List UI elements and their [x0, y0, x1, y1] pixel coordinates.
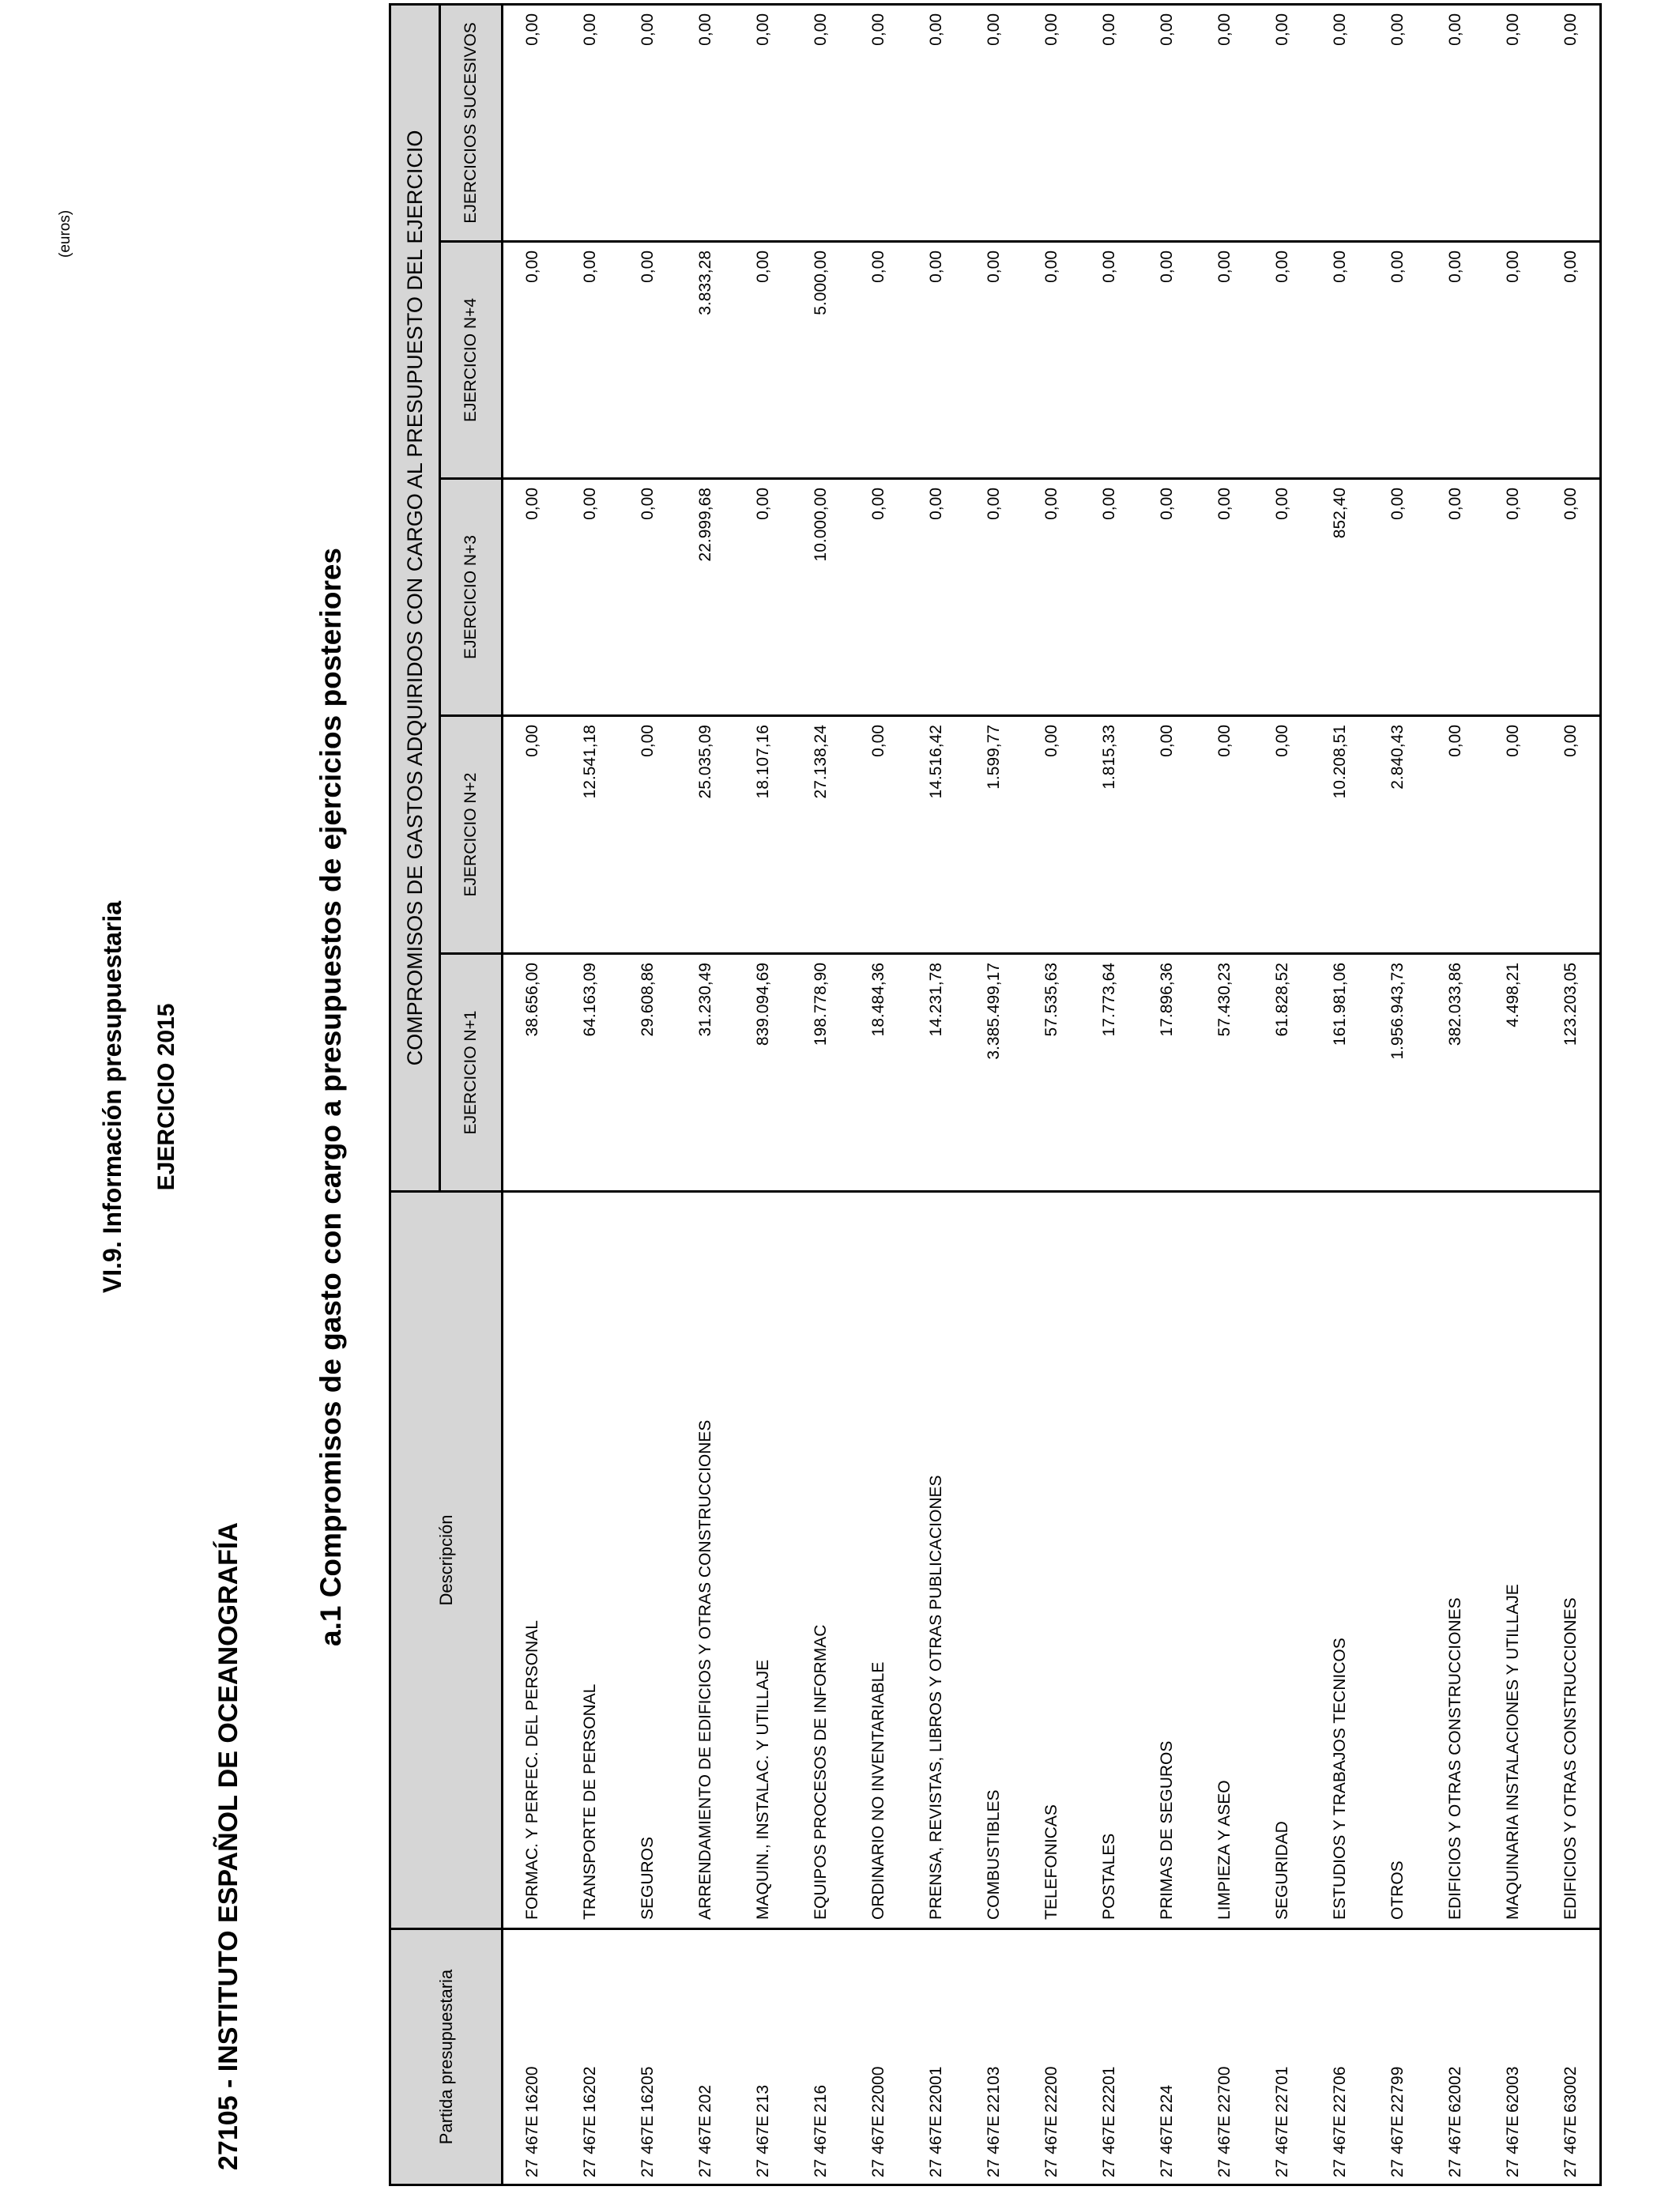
- ejercicio-n3-cell: 22.999,68: [676, 479, 734, 716]
- ejercicio-n3-cell: 0,00: [1253, 479, 1311, 716]
- ejercicio-n2-cell: 1.599,77: [965, 716, 1023, 954]
- header-ejercicio-n2: EJERCICIO N+2: [440, 716, 503, 954]
- partida-cell: [561, 1929, 619, 2185]
- concept-code: 22706: [1330, 2066, 1349, 2113]
- header-ejercicio-n3: EJERCICIO N+3: [440, 479, 503, 716]
- table-row: [1369, 4, 1426, 2185]
- ejercicio-n3-cell: 0,00: [965, 479, 1023, 716]
- program-code: 27 467E: [984, 2115, 1003, 2177]
- ejercicios-sucesivos-cell: 0,00: [1023, 4, 1080, 241]
- concept-code: 62003: [1503, 2066, 1522, 2113]
- program-code: 27 467E: [811, 2115, 830, 2177]
- header-partida: Partida presupuestaria: [390, 1929, 503, 2185]
- table-row: [1484, 4, 1542, 2185]
- ejercicio-n2-cell: 0,00: [1484, 716, 1542, 954]
- ejercicio-n2-cell: 27.138,24: [792, 716, 849, 954]
- program-code: 27 467E: [753, 2115, 772, 2177]
- ejercicio-n4-cell: 0,00: [734, 242, 792, 479]
- ejercicio-n2-cell: 12.541,18: [561, 716, 619, 954]
- ejercicios-sucesivos-cell: 0,00: [1426, 4, 1484, 241]
- ejercicio-n2-cell: 0,00: [503, 716, 562, 954]
- description-cell: FORMAC. Y PERFEC. DEL PERSONAL: [503, 1192, 562, 1929]
- ejercicio-n1-cell: 17.773,64: [1080, 954, 1138, 1192]
- ejercicio-n1-cell: 64.163,09: [561, 954, 619, 1192]
- concept-code: 224: [1157, 2084, 1176, 2113]
- concept-code: 22700: [1215, 2066, 1234, 2113]
- partida-cell: [1311, 1929, 1369, 2185]
- ejercicio-n3-cell: 0,00: [1369, 479, 1426, 716]
- ejercicio-n2-cell: 25.035,09: [676, 716, 734, 954]
- ejercicio-n4-cell: 0,00: [1023, 242, 1080, 479]
- ejercicio-n2-cell: 2.840,43: [1369, 716, 1426, 954]
- concept-code: 16202: [580, 2066, 599, 2113]
- table-row: [503, 4, 562, 2185]
- ejercicio-n4-cell: 0,00: [1426, 242, 1484, 479]
- ejercicio-n1-cell: 17.896,36: [1138, 954, 1196, 1192]
- table-row: [907, 4, 965, 2185]
- partida-cell: [619, 1929, 676, 2185]
- header-ejercicio-n4: EJERCICIO N+4: [440, 242, 503, 479]
- ejercicio-n1-cell: 1.956.943,73: [1369, 954, 1426, 1192]
- ejercicios-sucesivos-cell: 0,00: [1542, 4, 1601, 241]
- partida-cell: [1369, 1929, 1426, 2185]
- program-code: 27 467E: [926, 2115, 945, 2177]
- ejercicio-n3-cell: 0,00: [1196, 479, 1253, 716]
- program-code: 27 467E: [522, 2115, 541, 2177]
- concept-code: 22201: [1099, 2066, 1118, 2113]
- concept-code: 22103: [984, 2066, 1003, 2113]
- table-subtitle: a.1 Compromisos de gasto con cargo a presupuestos de ejercicios posteriores: [315, 548, 347, 1646]
- program-code: 27 467E: [1215, 2115, 1234, 2177]
- header-ejercicio-n1: EJERCICIO N+1: [440, 954, 503, 1192]
- ejercicios-sucesivos-cell: 0,00: [1196, 4, 1253, 241]
- ejercicio-n2-cell: 0,00: [1542, 716, 1601, 954]
- ejercicio-n1-cell: 4.498,21: [1484, 954, 1542, 1192]
- program-code: 27 467E: [1330, 2115, 1349, 2177]
- description-cell: MAQUIN., INSTALAC. Y UTILLAJE: [734, 1192, 792, 1929]
- concept-code: 16205: [638, 2066, 657, 2113]
- partida-cell: [1484, 1929, 1542, 2185]
- table-row: [1311, 4, 1369, 2185]
- concept-code: 22701: [1272, 2066, 1291, 2113]
- ejercicio-n4-cell: 0,00: [1484, 242, 1542, 479]
- description-cell: EDIFICIOS Y OTRAS CONSTRUCCIONES: [1542, 1192, 1601, 1929]
- commitments-table: [389, 3, 1602, 2186]
- ejercicio-n3-cell: 0,00: [1080, 479, 1138, 716]
- ejercicio-n4-cell: 5.000,00: [792, 242, 849, 479]
- table-row: [849, 4, 907, 2185]
- header-descripcion: Descripción: [390, 1192, 503, 1929]
- ejercicio-n1-cell: 14.231,78: [907, 954, 965, 1192]
- ejercicio-n3-cell: 0,00: [1023, 479, 1080, 716]
- description-cell: TRANSPORTE DE PERSONAL: [561, 1192, 619, 1929]
- concept-code: 63002: [1561, 2066, 1580, 2113]
- ejercicio-n4-cell: 0,00: [1369, 242, 1426, 479]
- ejercicio-n1-cell: 123.203,05: [1542, 954, 1601, 1192]
- description-cell: PRENSA, REVISTAS, LIBROS Y OTRAS PUBLICACIONES: [907, 1192, 965, 1929]
- partida-cell: [1138, 1929, 1196, 2185]
- partida-cell: [503, 1929, 562, 2185]
- table-row: [561, 4, 619, 2185]
- ejercicios-sucesivos-cell: 0,00: [1138, 4, 1196, 241]
- description-cell: OTROS: [1369, 1192, 1426, 1929]
- partida-cell: [792, 1929, 849, 2185]
- concept-code: 22000: [868, 2066, 887, 2113]
- description-cell: SEGUROS: [619, 1192, 676, 1929]
- description-cell: POSTALES: [1080, 1192, 1138, 1929]
- table-row: [1023, 4, 1080, 2185]
- program-code: 27 467E: [1503, 2115, 1522, 2177]
- description-cell: EDIFICIOS Y OTRAS CONSTRUCCIONES: [1426, 1192, 1484, 1929]
- ejercicio-n4-cell: 0,00: [1080, 242, 1138, 479]
- ejercicio-n2-cell: 0,00: [849, 716, 907, 954]
- ejercicio-n3-cell: 10.000,00: [792, 479, 849, 716]
- ejercicio-n4-cell: 3.833,28: [676, 242, 734, 479]
- table-body: [503, 4, 1601, 2185]
- units-label: (euros): [57, 209, 73, 258]
- partida-cell: [907, 1929, 965, 2185]
- description-cell: SEGURIDAD: [1253, 1192, 1311, 1929]
- program-code: 27 467E: [1388, 2115, 1407, 2177]
- table-row: [734, 4, 792, 2185]
- partida-cell: [1426, 1929, 1484, 2185]
- ejercicio-n3-cell: 0,00: [849, 479, 907, 716]
- ejercicios-sucesivos-cell: 0,00: [734, 4, 792, 241]
- partida-cell: [1196, 1929, 1253, 2185]
- ejercicios-sucesivos-cell: 0,00: [849, 4, 907, 241]
- ejercicio-n4-cell: 0,00: [1253, 242, 1311, 479]
- ejercicio-n1-cell: 38.656,00: [503, 954, 562, 1192]
- ejercicio-n3-cell: 0,00: [907, 479, 965, 716]
- ejercicio-n4-cell: 0,00: [1542, 242, 1601, 479]
- ejercicio-n1-cell: 57.430,23: [1196, 954, 1253, 1192]
- ejercicio-n2-cell: 0,00: [1138, 716, 1196, 954]
- table-row: [1196, 4, 1253, 2185]
- program-code: 27 467E: [1157, 2115, 1176, 2177]
- ejercicios-sucesivos-cell: 0,00: [792, 4, 849, 241]
- ejercicio-n2-cell: 14.516,42: [907, 716, 965, 954]
- ejercicios-sucesivos-cell: 0,00: [907, 4, 965, 241]
- concept-code: 202: [695, 2084, 714, 2113]
- ejercicio-n2-cell: 0,00: [619, 716, 676, 954]
- partida-cell: [965, 1929, 1023, 2185]
- table-row: [676, 4, 734, 2185]
- partida-cell: [1080, 1929, 1138, 2185]
- program-code: 27 467E: [868, 2115, 887, 2177]
- ejercicio-n1-cell: 382.033,86: [1426, 954, 1484, 1192]
- ejercicio-n4-cell: 0,00: [619, 242, 676, 479]
- ejercicios-sucesivos-cell: 0,00: [965, 4, 1023, 241]
- ejercicios-sucesivos-cell: 0,00: [503, 4, 562, 241]
- ejercicio-n4-cell: 0,00: [561, 242, 619, 479]
- ejercicio-n1-cell: 839.094,69: [734, 954, 792, 1192]
- ejercicio-n3-cell: 0,00: [1484, 479, 1542, 716]
- program-code: 27 467E: [638, 2115, 657, 2177]
- ejercicio-n4-cell: 0,00: [907, 242, 965, 479]
- ejercicio-n1-cell: 198.778,90: [792, 954, 849, 1192]
- partida-cell: [1023, 1929, 1080, 2185]
- program-code: 27 467E: [1272, 2115, 1291, 2177]
- partida-cell: [676, 1929, 734, 2185]
- partida-cell: [734, 1929, 792, 2185]
- ejercicios-sucesivos-cell: 0,00: [561, 4, 619, 241]
- ejercicios-sucesivos-cell: 0,00: [1253, 4, 1311, 241]
- table-row: [965, 4, 1023, 2185]
- ejercicio-n3-cell: 0,00: [619, 479, 676, 716]
- program-code: 27 467E: [695, 2115, 714, 2177]
- ejercicios-sucesivos-cell: 0,00: [1311, 4, 1369, 241]
- ejercicio-n4-cell: 0,00: [1196, 242, 1253, 479]
- description-cell: MAQUINARIA INSTALACIONES Y UTILLAJE: [1484, 1192, 1542, 1929]
- description-cell: LIMPIEZA Y ASEO: [1196, 1192, 1253, 1929]
- program-code: 27 467E: [1099, 2115, 1118, 2177]
- ejercicio-n3-cell: 0,00: [503, 479, 562, 716]
- table-row: [1426, 4, 1484, 2185]
- ejercicio-n4-cell: 0,00: [1311, 242, 1369, 479]
- description-cell: EQUIPOS PROCESOS DE INFORMAC: [792, 1192, 849, 1929]
- ejercicio-n2-cell: 18.107,16: [734, 716, 792, 954]
- header-group-compromisos: COMPROMISOS DE GASTOS ADQUIRIDOS CON CARGO AL PRESUPUESTO DEL EJERCICIO: [390, 4, 440, 1191]
- concept-code: 213: [753, 2084, 772, 2113]
- ejercicio-n3-cell: 0,00: [734, 479, 792, 716]
- partida-cell: [849, 1929, 907, 2185]
- ejercicio-n2-cell: 0,00: [1023, 716, 1080, 954]
- program-code: 27 467E: [1445, 2115, 1464, 2177]
- ejercicios-sucesivos-cell: 0,00: [1484, 4, 1542, 241]
- description-cell: COMBUSTIBLES: [965, 1192, 1023, 1929]
- ejercicio-n2-cell: 0,00: [1426, 716, 1484, 954]
- ejercicio-n4-cell: 0,00: [849, 242, 907, 479]
- table-row: [1253, 4, 1311, 2185]
- description-cell: TELEFONICAS: [1023, 1192, 1080, 1929]
- ejercicio-n3-cell: 0,00: [1138, 479, 1196, 716]
- header-ejercicios-sucesivos: EJERCICIOS SUCESIVOS: [440, 4, 503, 241]
- fiscal-year: EJERCICIO 2015: [153, 1003, 179, 1191]
- ejercicio-n4-cell: 0,00: [503, 242, 562, 479]
- concept-code: 62002: [1445, 2066, 1464, 2113]
- program-code: 27 467E: [580, 2115, 599, 2177]
- ejercicio-n3-cell: 852,40: [1311, 479, 1369, 716]
- ejercicios-sucesivos-cell: 0,00: [1080, 4, 1138, 241]
- description-cell: ESTUDIOS Y TRABAJOS TECNICOS: [1311, 1192, 1369, 1929]
- ejercicio-n1-cell: 18.484,36: [849, 954, 907, 1192]
- description-cell: ARRENDAMIENTO DE EDIFICIOS Y OTRAS CONSTRUCCIONES: [676, 1192, 734, 1929]
- table-row: [1542, 4, 1601, 2185]
- ejercicio-n3-cell: 0,00: [1542, 479, 1601, 716]
- ejercicio-n4-cell: 0,00: [1138, 242, 1196, 479]
- concept-code: 16200: [522, 2066, 541, 2113]
- ejercicio-n1-cell: 3.385.499,17: [965, 954, 1023, 1192]
- ejercicio-n4-cell: 0,00: [965, 242, 1023, 479]
- ejercicio-n2-cell: 10.208,51: [1311, 716, 1369, 954]
- program-code: 27 467E: [1042, 2115, 1060, 2177]
- table-row: [792, 4, 849, 2185]
- partida-cell: [1542, 1929, 1601, 2185]
- ejercicio-n2-cell: 0,00: [1253, 716, 1311, 954]
- concept-code: 22001: [926, 2066, 945, 2113]
- section-title: VI.9. Información presupuestaria: [98, 900, 126, 1294]
- ejercicio-n3-cell: 0,00: [561, 479, 619, 716]
- ejercicio-n2-cell: 0,00: [1196, 716, 1253, 954]
- concept-code: 22799: [1388, 2066, 1407, 2113]
- ejercicio-n1-cell: 31.230,49: [676, 954, 734, 1192]
- ejercicio-n3-cell: 0,00: [1426, 479, 1484, 716]
- ejercicios-sucesivos-cell: 0,00: [676, 4, 734, 241]
- ejercicio-n1-cell: 57.535,63: [1023, 954, 1080, 1192]
- concept-code: 216: [811, 2084, 830, 2113]
- ejercicio-n1-cell: 161.981,06: [1311, 954, 1369, 1192]
- ejercicios-sucesivos-cell: 0,00: [1369, 4, 1426, 241]
- partida-cell: [1253, 1929, 1311, 2185]
- description-cell: ORDINARIO NO INVENTARIABLE: [849, 1192, 907, 1929]
- table-row: [1080, 4, 1138, 2185]
- organism-name: 27105 - INSTITUTO ESPAÑOL DE OCEANOGRAFÍA: [213, 1522, 243, 2170]
- ejercicio-n1-cell: 29.608,86: [619, 954, 676, 1192]
- ejercicios-sucesivos-cell: 0,00: [619, 4, 676, 241]
- concept-code: 22200: [1042, 2066, 1060, 2113]
- ejercicio-n1-cell: 61.828,52: [1253, 954, 1311, 1192]
- table-row: [1138, 4, 1196, 2185]
- ejercicio-n2-cell: 1.815,33: [1080, 716, 1138, 954]
- table-row: [619, 4, 676, 2185]
- description-cell: PRIMAS DE SEGUROS: [1138, 1192, 1196, 1929]
- program-code: 27 467E: [1561, 2115, 1580, 2177]
